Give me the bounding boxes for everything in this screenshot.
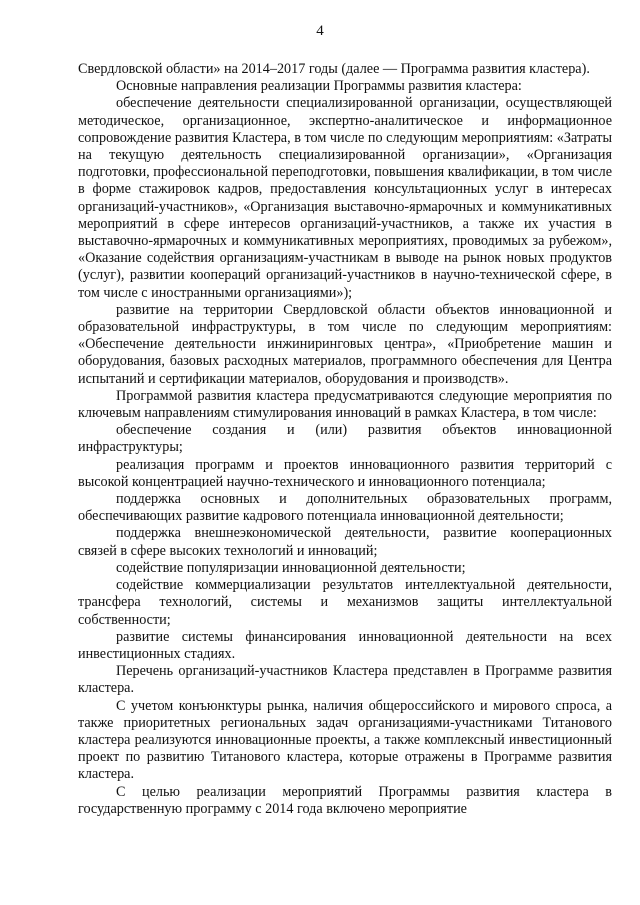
- paragraph-14: С учетом конъюнктуры рынка, наличия общероссийского и мирового спроса, а также приоритетных региональных задач организациями-участниками Титанового кластера реализуются инновационные проекты, а также комплексный инвестиционный проект по развитию Титанового кластера, которые отражены в Программе развития кластера.: [78, 697, 612, 783]
- paragraph-11: содействие коммерциализации результатов интеллектуальной деятельности, трансфера технологий, системы и механизмов защиты интеллектуальной собственности;: [78, 577, 612, 628]
- page-number: 4: [316, 23, 324, 39]
- paragraph-15: С целью реализации мероприятий Программы развития кластера в государственную программу с 2014 года включено мероприятие: [78, 783, 612, 817]
- paragraph-5: Программой развития кластера предусматриваются следующие мероприятия по ключевым направлениям стимулирования инноваций в рамках Кластера, в том числе:: [78, 387, 612, 422]
- paragraph-13: Перечень организаций-участников Кластера представлен в Программе развития кластера.: [78, 663, 612, 697]
- paragraph-12: развитие системы финансирования инновационной деятельности на всех инвестиционных стадиях.: [78, 628, 612, 662]
- paragraph-3: обеспечение деятельности специализированной организации, осуществляющей методическое, организационное, экспертно-аналитическое и информационное сопровождение развития Кластера, в том числе по следующим мероприятиям: «Затраты на текущую деятельность специализированной организации», «Организация подготовки, профессиональной переподготовки, повышения квалификации, в том числе в форме стажировок кадров, предоставления консультационных услуг в интересах организаций-участников», «Организация выставочно-ярмарочных и коммуникативных мероприятий в сфере интересов организаций-участников, а также их участия в выставочно-ярмарочных и коммуникативных мероприятиях, проводимых за рубежом», «Оказание содействия организациям-участникам в выводе на рынок новых продуктов (услуг), развитии коопераций организаций-участников в научно-технической сфере, в том числе с иностранными организациями»);: [78, 95, 612, 301]
- paragraph-1: Свердловской области» на 2014–2017 годы (далее — Программа развития кластера).: [78, 61, 590, 77]
- paragraph-10: содействие популяризации инновационной деятельности;: [116, 559, 466, 576]
- paragraph-8: поддержка основных и дополнительных образовательных программ, обеспечивающих развитие кадрового потенциала инновационной деятельности;: [78, 491, 612, 525]
- paragraph-2: Основные направления реализации Программы развития кластера:: [116, 78, 522, 95]
- paragraph-9: поддержка внешнеэкономической деятельности, развитие кооперационных связей в сфере высоких технологий и инноваций;: [78, 525, 612, 559]
- paragraph-4: развитие на территории Свердловской области объектов инновационной и образовательной инфраструктуры, в том числе по следующим мероприятиям: «Обеспечение деятельности инжиниринговых центра», «Приобретение машин и оборудования, базовых расходных материалов, программного обеспечения для Центра испытаний и сертификации материалов, оборудования и производств».: [78, 301, 612, 387]
- body-text: [78, 61, 612, 818]
- paragraph-7: реализация программ и проектов инновационного развития территорий с высокой концентрацией научно-технического и инновационного потенциала;: [78, 456, 612, 490]
- paragraph-6: обеспечение создания и (или) развития объектов инновационной инфраструктуры;: [78, 422, 612, 456]
